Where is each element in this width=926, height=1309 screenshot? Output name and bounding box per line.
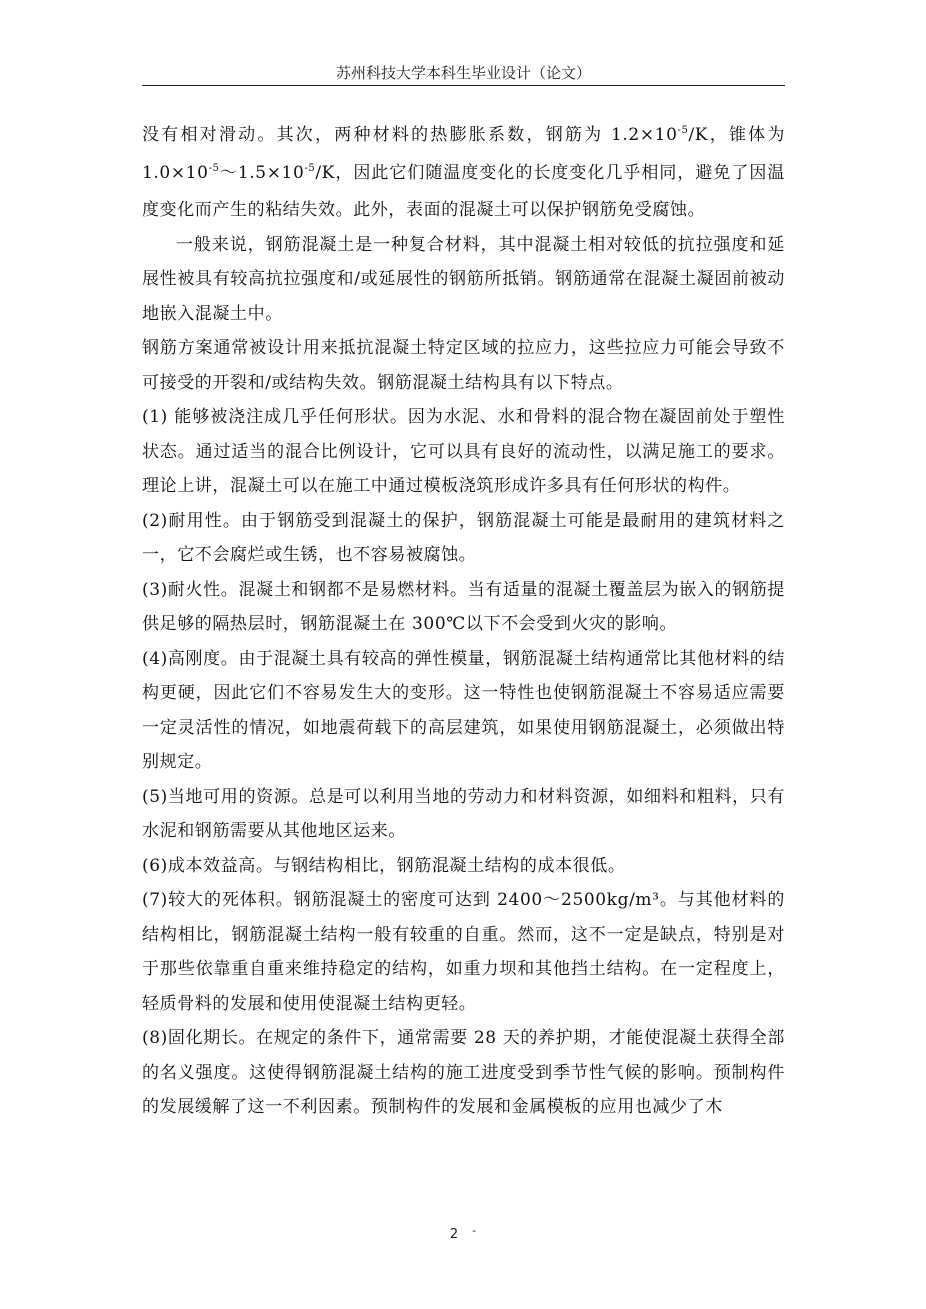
list-item: (8)固化期长。在规定的条件下，通常需要 28 天的养护期，才能使混凝土获得全部的名义强度。这使得钢筋混凝土结构的施工进度受到季节性气候的影响。预制构件的发展缓解了这一不利因素。预制构件的发展和金属模板的应用也减少了木 [142,1028,785,1117]
footer-dash: - [472,1224,477,1237]
header-rule [142,85,785,86]
list-item: (6)成本效益高。与钢结构相比，钢筋混凝土结构的成本很低。 [142,855,626,876]
page-number: 2 [449,1227,459,1242]
list-item: (7)较大的死体积。钢筋混凝土的密度可达到 2400～2500kg/m³。与其他材料的结构相比，钢筋混凝土结构一般有较重的自重。然而，这不一定是缺点，特别是对于那些依靠重自重来维持稳定的结构，如重力坝和其他挡土结构。在一定程度上，轻质骨料的发展和使用使混凝土结构更轻。 [142,890,785,1014]
superscript: -5 [304,162,316,174]
superscript: -5 [677,125,689,136]
superscript: -5 [208,162,220,174]
page-footer [0,1224,926,1242]
paragraph-reinforcement-scheme: 钢筋方案通常被设计用来抵抗混凝土特定区域的拉应力，这些拉应力可能会导致不可接受的开裂和/或结构失效。钢筋混凝土结构具有以下特点。 [142,338,785,393]
list-item: (2)耐用性。由于钢筋受到混凝土的保护，钢筋混凝土可能是最耐用的建筑材料之一，它不会腐烂或生锈，也不容易被腐蚀。 [142,510,785,565]
body-text [142,118,785,1125]
list-item: (1) 能够被浇注成几乎任何形状。因为水泥、水和骨料的混合物在凝固前处于塑性状态。通过适当的混合比例设计，它可以具有良好的流动性，以满足施工的要求。理论上讲，混凝土可以在施工中通过模板浇筑形成许多具有任何形状的构件。 [142,407,785,496]
list-item: (3)耐火性。混凝土和钢都不是易燃材料。当有适量的混凝土覆盖层为嵌入的钢筋提供足够的隔热层时，钢筋混凝土在 300℃以下不会受到火灾的影响。 [142,579,785,634]
running-header: 苏州科技大学本科生毕业设计（论文） [335,64,591,82]
paragraph-composite-material: 一般来说，钢筋混凝土是一种复合材料，其中混凝土相对较低的抗拉强度和延展性被具有较高抗拉强度和/或延展性的钢筋所抵销。钢筋通常在混凝土凝固前被动地嵌入混凝土中。 [142,234,785,324]
list-item: (4)高刚度。由于混凝土具有较高的弹性模量，钢筋混凝土结构通常比其他材料的结构更硬，因此它们不容易发生大的变形。这一特性也使钢筋混凝土不容易适应需要一定灵活性的情况，如地震荷载下的高层建筑，如果使用钢筋混凝土，必须做出特别规定。 [142,648,785,772]
paragraph-thermal-expansion: 没有相对滑动。其次，两种材料的热膨胀系数，钢筋为 $1.2\times 10^{-5}/K$，锥体为 $1.0\times 10^{-5}\sim 1.5\times 10^{-5}/K$，因此它们随温度变化的长度变化几乎相同，避免了因温度变化而产生的粘结失效。此外，表面的混凝土可以保护钢筋免受腐蚀。 [142,125,785,220]
list-item: (5)当地可用的资源。总是可以利用当地的劳动力和材料资源，如细料和粗料，只有水泥和钢筋需要从其他地区运来。 [142,786,785,841]
